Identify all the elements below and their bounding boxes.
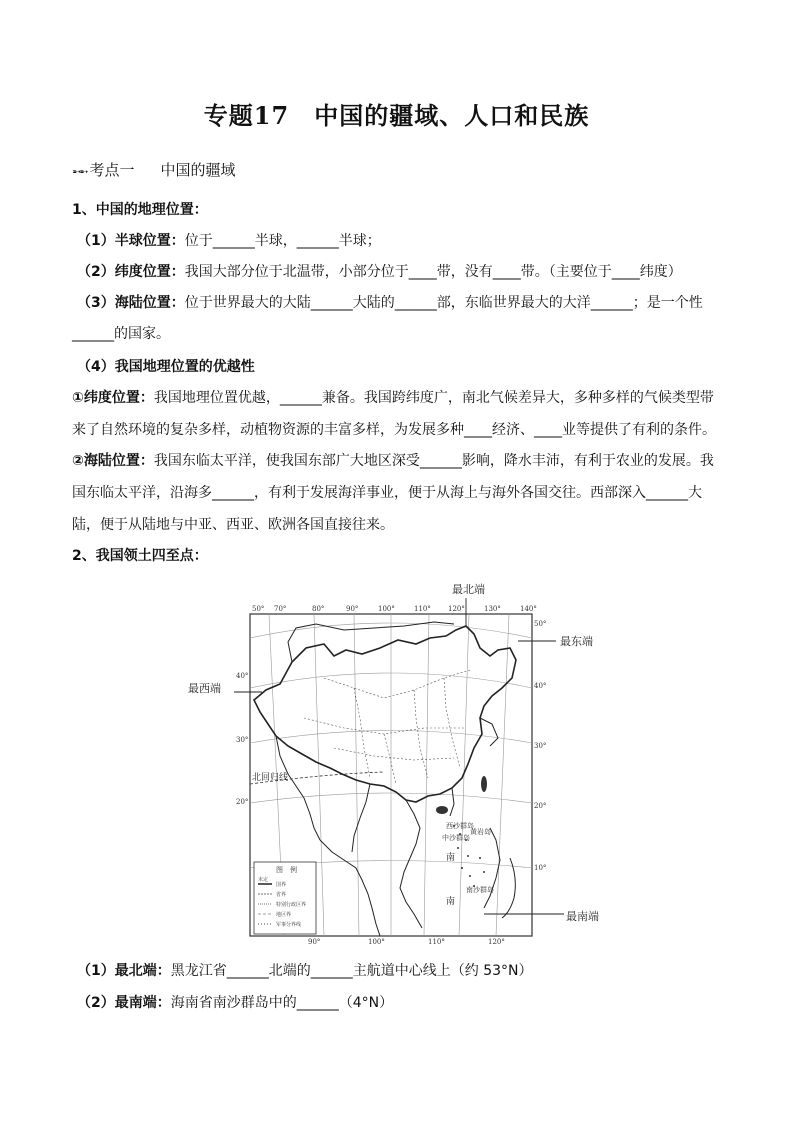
tick-label: 30°: [236, 736, 249, 744]
para-text: 我国地理位置优越，______兼备。我国跨纬度广，南北气候差异大，多种多样的气候类型带: [153, 390, 714, 406]
item-northernmost: [77, 961, 533, 981]
tick-label: 80°: [312, 605, 325, 613]
island-label: 中沙群岛: [442, 834, 470, 842]
item-number: （2）: [77, 995, 115, 1011]
para-latitude-advantage: [72, 388, 714, 408]
para-label: ②海陆位置：: [72, 453, 154, 469]
tick-label: 120°: [448, 605, 465, 613]
island-label: 黄岩岛: [470, 828, 491, 836]
para-latitude-advantage-cont: 来了自然环境的复杂多样，动植物资源的丰富多样，为发展多种____经济、____业等提供了有利的条件。: [72, 422, 716, 438]
item-label: 纬度位置：: [114, 264, 185, 280]
east-label: 最东端: [560, 635, 593, 648]
page-title: 专题17 中国的疆域、人口和民族: [203, 101, 590, 130]
section-topic: 中国的疆域: [160, 161, 236, 179]
tick-label: 140°: [520, 605, 537, 613]
tick-label: 20°: [534, 802, 547, 810]
legend-item: 特别行政区界: [276, 902, 307, 908]
legend-prefix: 未定: [258, 877, 269, 883]
heading-extreme-points: 2、我国领土四至点：: [72, 548, 208, 564]
tick-label: 110°: [414, 605, 431, 613]
heading-advantages: （4）我国地理位置的优越性: [77, 359, 255, 375]
heading-geo-position: 1、中国的地理位置：: [72, 202, 208, 218]
para-label: ①纬度位置：: [72, 390, 154, 406]
item-number: （1）: [77, 963, 115, 979]
section-label: 考点一: [89, 161, 135, 179]
legend-item: 国界: [276, 882, 287, 888]
item-text: 位于______半球，______半球；: [184, 233, 381, 249]
arrow-marker-icon: ➵➵: [72, 165, 87, 178]
tick-label: 100°: [378, 605, 395, 613]
map-legend: [254, 862, 316, 934]
island-label: 西沙群岛: [446, 822, 474, 830]
tick-label: 20°: [236, 798, 249, 806]
para-text: 我国东临太平洋，使我国东部广大地区深受______影响，降水丰沛，有利于农业的发展。我: [153, 453, 714, 469]
item-text: 我国大部分位于北温带，小部分位于____带，没有____带。（主要位于____纬度）: [184, 264, 682, 280]
tick-label: 50°: [252, 605, 265, 613]
item-label: 半球位置：: [114, 233, 185, 249]
item-label: 最南端：: [114, 995, 171, 1011]
bottom-longitude-ticks: [308, 938, 505, 946]
tick-label: 10°: [534, 864, 547, 872]
tick-label: 90°: [308, 938, 321, 946]
legend-item: 地区界: [276, 912, 292, 918]
item-hemisphere: [77, 231, 381, 251]
west-label: 最西端: [188, 682, 221, 695]
item-latitude: [77, 262, 682, 282]
tick-label: 130°: [484, 605, 501, 613]
island-label: 南沙群岛: [466, 886, 494, 894]
tick-label: 40°: [236, 672, 249, 680]
legend-item: 省界: [276, 892, 287, 898]
para-sea-advantage-cont2: 陆，便于从陆地与中亚、西亚、欧洲各国直接往来。: [72, 517, 394, 533]
tick-label: 50°: [534, 620, 547, 628]
right-latitude-ticks: [534, 620, 546, 872]
legend-item: 军事分界线: [276, 922, 302, 928]
legend-title: 图 例: [276, 866, 297, 874]
item-text: 黑龙江省______北端的______主航道中心线上（约 53°N）: [170, 963, 533, 979]
tick-label: 120°: [488, 938, 505, 946]
item-label: 最北端：: [114, 963, 171, 979]
item-text: 位于世界最大的大陆______大陆的______部，东临世界最大的大洋______；是一个性: [184, 295, 703, 311]
item-label: 海陆位置：: [114, 295, 185, 311]
item-southernmost: [77, 993, 393, 1013]
top-longitude-ticks: [252, 605, 537, 613]
item-text: 海南省南沙群岛中的______（4°N）: [170, 995, 394, 1011]
tick-label: 110°: [428, 938, 445, 946]
sea-label-2: 南: [446, 897, 456, 907]
item-number: （2）: [77, 264, 115, 280]
south-label: 最南端: [566, 910, 599, 923]
tropic-label: 北回归线: [252, 773, 289, 783]
sea-label: 南: [446, 853, 456, 863]
item-land-sea: [77, 293, 703, 313]
tick-label: 30°: [534, 742, 547, 750]
tick-label: 40°: [534, 682, 547, 690]
item-number: （1）: [77, 233, 115, 249]
item-land-sea-cont: ______的国家。: [72, 326, 170, 342]
section-marker: [72, 159, 235, 180]
china-extreme-points-map: [184, 578, 614, 948]
item-number: （3）: [77, 295, 115, 311]
tick-label: 70°: [274, 605, 287, 613]
tick-label: 100°: [368, 938, 385, 946]
north-label: 最北端: [452, 583, 485, 596]
tick-label: 90°: [346, 605, 359, 613]
para-sea-advantage-cont: 国东临太平洋，沿海多______，有利于发展海洋事业，便于从海上与海外各国交往。西部深入______大: [72, 485, 702, 501]
para-sea-advantage: [72, 451, 714, 471]
